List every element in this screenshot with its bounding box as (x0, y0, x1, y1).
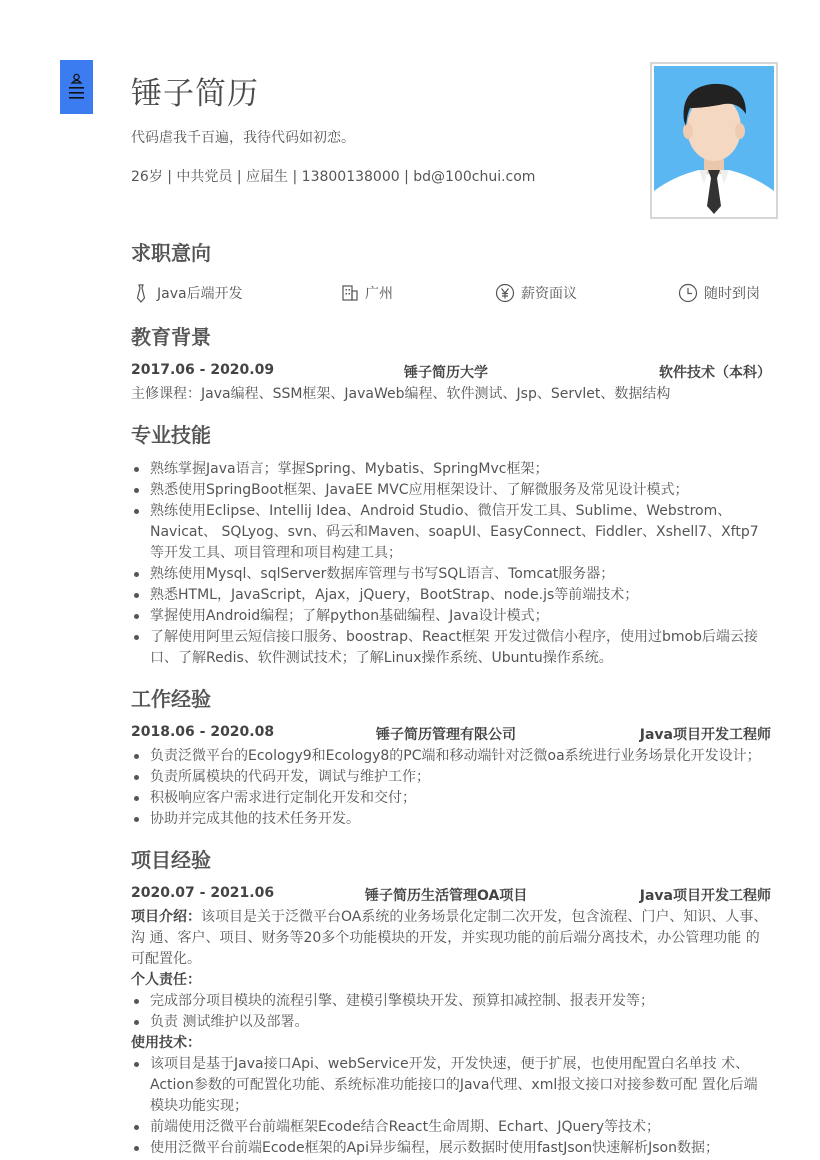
list-item: 掌握使用Android编程；了解python基础编程、Java设计模式； (131, 606, 771, 627)
education-section (131, 323, 771, 405)
project-section (131, 846, 771, 1159)
education-row (131, 362, 771, 382)
project-intro (131, 907, 771, 970)
list-item: 积极响应客户需求进行定制化开发和交付； (131, 788, 771, 809)
project-role: Java项目开发工程师 (639, 888, 771, 904)
list-item: 熟练使用Eclipse、Intellij Idea、Android Studio、微信开发工具、Sublime、Webstrom、Navicat、 SQLyog、svn、码云和Maven、soapUI、EasyConnect、Fiddler、Xshell7、Xftp7等开发工具、项目管理和项目构建工具； (131, 501, 771, 564)
list-item: 负责所属模块的代码开发，调试与维护工作； (131, 767, 771, 788)
section-title-project: 项目经验 (131, 848, 211, 872)
skills-section (131, 421, 771, 669)
work-role: Java项目开发工程师 (639, 727, 771, 743)
project-tech-label: 使用技术： (131, 1035, 201, 1051)
skills-list (131, 459, 771, 669)
project-duty-label: 个人责任： (131, 972, 201, 988)
intent-city (341, 281, 393, 305)
section-title-education: 教育背景 (131, 325, 211, 349)
list-item: 熟练掌握Java语言；掌握Spring、Mybatis、SpringMvc框架； (131, 459, 771, 480)
list-item: 完成部分项目模块的流程引擎、建模引擎模块开发、预算扣减控制、报表开发等； (131, 991, 771, 1012)
clock-icon (678, 283, 698, 303)
work-period: 2018.06 - 2020.08 (131, 724, 275, 740)
section-title-skills: 专业技能 (131, 423, 211, 447)
education-school: 锤子简历大学 (404, 365, 488, 381)
avatar (650, 62, 778, 219)
list-item: 了解使用阿里云短信接口服务、boostrap、React框架 开发过微信小程序，使用过bmob后端云接口、了解Redis、软件测试技术；了解Linux操作系统、Ubuntu操作系统。 (131, 627, 771, 669)
work-section (131, 685, 771, 830)
education-period: 2017.06 - 2020.09 (131, 362, 275, 378)
list-item: 熟悉使用SpringBoot框架、JavaEE MVC应用框架设计、了解微服务及常见设计模式； (131, 480, 771, 501)
intent-position-label: Java后端开发 (157, 286, 243, 302)
tie-icon (131, 283, 151, 303)
list-item: 前端使用泛微平台前端框架Ecode结合React生命周期、Echart、JQuery等技术； (131, 1117, 771, 1138)
resume-motto: 代码虐我千百遍，我待代码如初恋。 (131, 130, 355, 146)
personal-info: 26岁 | 中共党员 | 应届生 | 13800138000 | bd@100chui.com (131, 169, 536, 185)
section-title-intent: 求职意向 (131, 241, 211, 265)
intent-salary (495, 281, 577, 305)
yen-icon (495, 283, 515, 303)
project-row (131, 885, 771, 905)
person-list-icon (68, 72, 85, 102)
project-tech-list (131, 1054, 771, 1159)
education-courses: 主修课程：Java编程、SSM框架、JavaWeb编程、软件测试、Jsp、Servlet、数据结构 (131, 386, 671, 402)
list-item: 熟练使用Mysql、sqlServer数据库管理与书写SQL语言、Tomcat服务器； (131, 564, 771, 585)
list-item: 熟悉HTML，JavaScript，Ajax，jQuery，BootStrap、node.js等前端技术； (131, 585, 771, 606)
list-item: 该项目是基于Java接口Api、webService开发，开发快速，便于扩展，也使用配置白名单技 术、Action参数的可配置化功能、系统标准功能接口的Java代理、xml报文接口对接参数可配 置化后端模块功能实现； (131, 1054, 771, 1117)
project-name: 锤子简历生活管理OA项目 (365, 888, 528, 904)
intent-city-label: 广州 (365, 286, 393, 302)
work-row (131, 724, 771, 744)
list-item: 负责 测试维护以及部署。 (131, 1012, 771, 1033)
intent-availability-label: 随时到岗 (704, 286, 760, 302)
list-item: 使用泛微平台前端Ecode框架的Api异步编程，展示数据时使用fastJson快速解析Json数据； (131, 1138, 771, 1159)
resume-tag (60, 60, 93, 114)
intent-position (131, 281, 243, 305)
avatar-illustration (654, 66, 774, 215)
work-company: 锤子简历管理有限公司 (376, 727, 516, 743)
intent-salary-label: 薪资面议 (521, 286, 577, 302)
list-item: 负责泛微平台的Ecology9和Ecology8的PC端和移动端针对泛微oa系统进行业务场景化开发设计； (131, 746, 771, 767)
project-intro-text: 该项目是关于泛微平台OA系统的业务场景化定制二次开发，包含流程、门户、知识、人事、沟 通、客户、项目、财务等20多个功能模块的开发，并实现功能的前后端分离技术，办公管理功能 的可配置化。 (131, 909, 768, 967)
job-intent-row (131, 281, 771, 305)
section-title-work: 工作经验 (131, 687, 211, 711)
project-intro-label: 项目介绍： (131, 909, 201, 925)
project-duties-list (131, 991, 771, 1033)
project-period: 2020.07 - 2021.06 (131, 885, 275, 901)
education-major: 软件技术（本科） (659, 365, 771, 381)
resume-name: 锤子简历 (131, 76, 259, 112)
building-icon (341, 284, 359, 302)
list-item: 协助并完成其他的技术任务开发。 (131, 809, 771, 830)
work-duties-list (131, 746, 771, 830)
intent-availability (678, 281, 760, 305)
